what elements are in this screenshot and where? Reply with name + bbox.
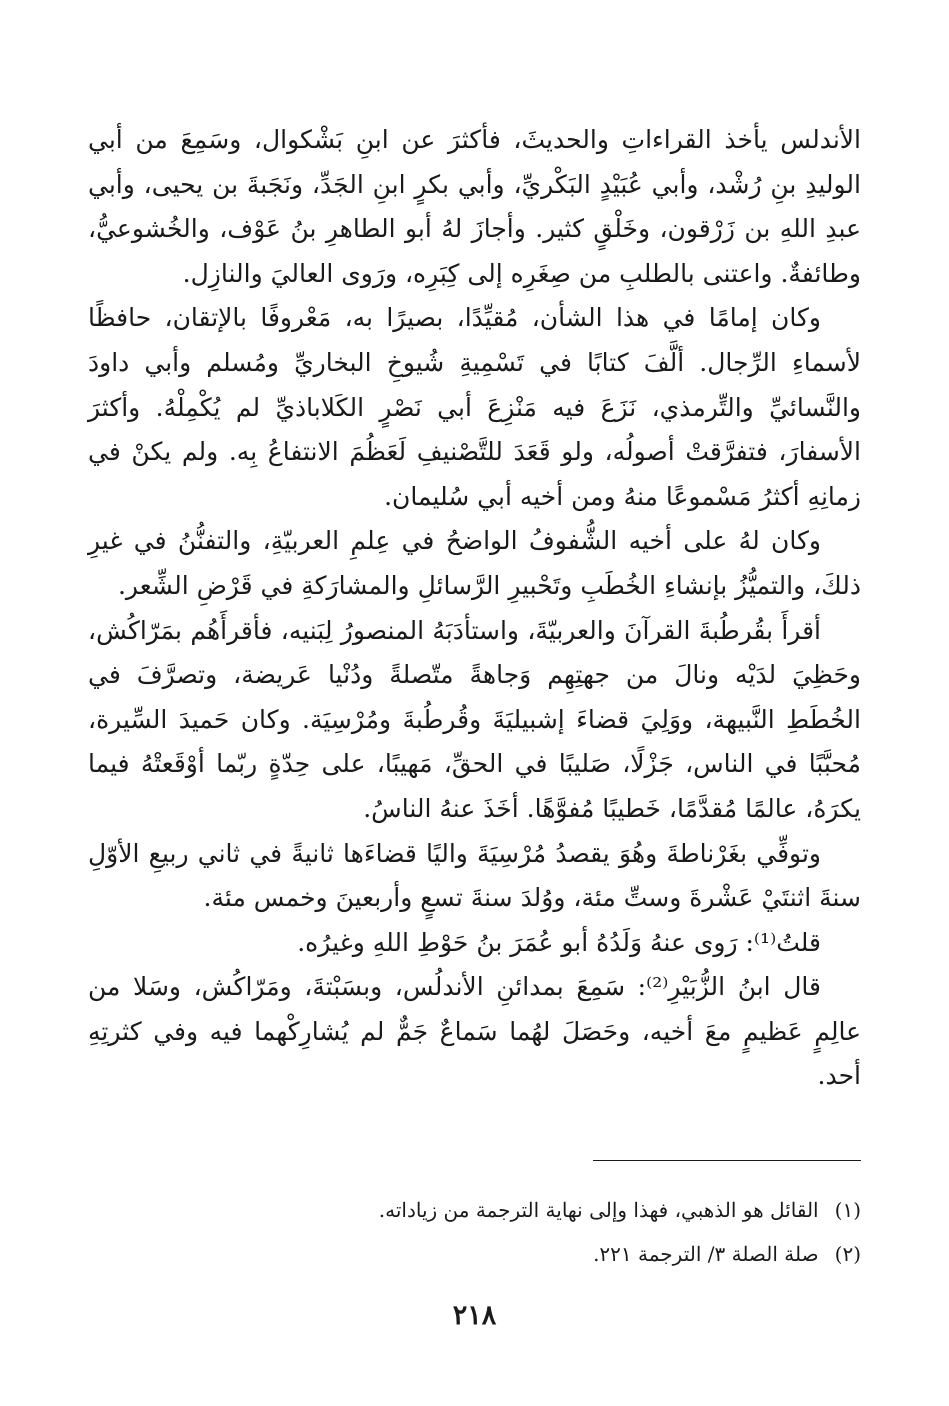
paragraph-1: الأندلس يأخذ القراءاتِ والحديثَ، فأكثرَ عن ابنِ بَشْكوال، وسَمِعَ من أبي الوليدِ بنِ رُشْد، وأبي عُبَيْدٍ البَكْريِّ، وأبي بكرٍ ابنِ الجَدِّ، ونَجَبةَ بن يحيى، وأبي عبدِ اللهِ بن زَرْقون، وخَلْقٍ كثير. وأجازَ لهُ أبو الطاهرِ بنُ عَوْف، والخُشوعيُّ، وطائفةٌ. واعتنى بالطلبِ من صِغَرِه إلى كِبَرِه، ورَوى العاليَ والنازِل. bbox=[88, 125, 861, 288]
paragraph-7: قال ابنُ الزُّبَيْرِ⁽²⁾: سَمِعَ بمدائنِ الأندلُس، وبسَبْتةَ، ومَرّاكُش، وسَلا من عالِمٍ عَظيمٍ معَ أخيه، وحَصَلَ لهُما سَماعٌ جَمٌّ لم يُشارِكْهما فيه وفي كثرتِهِ أحد. bbox=[88, 972, 861, 1091]
paragraph-6: قلتُ⁽¹⁾: رَوى عنهُ وَلَدُهُ أبو عُمَرَ بنُ حَوْطِ اللهِ وغيرُه. bbox=[297, 927, 821, 957]
footnote-2 bbox=[88, 1232, 861, 1276]
paragraph-3: وكان لهُ على أخيه الشُّفوفُ الواضحُ في عِلمِ العربيّةِ، والتفنُّنُ في غيرِ ذلكَ، والتميُّزُ بإنشاءِ الخُطَبِ وتَحْبيرِ الرَّسائلِ والمشارَكةِ في قَرْضِ الشِّعر. bbox=[88, 526, 861, 600]
main-text bbox=[88, 118, 861, 1099]
paragraph-4: أقرأَ بقُرطُبةَ القرآنَ والعربيّةَ، واستأدَبَهُ المنصورُ لِبَنيه، فأقرأَهُم بمَرّاكُش، وحَظِيَ لدَيْه ونالَ من جهتِهِم وَجاهةً متّصلةً ودُنْيا عَريضة، وتصرَّفَ في الخُطَطِ النَّبيهة، ووَلِيَ قضاءَ إشبيليَةَ وقُرطُبةَ ومُرْسِيَة. وكان حَميدَ السِّيرة، مُحبَّبًا في الناس، جَزْلًا، صَليبًا في الحقِّ، مَهيبًا، على حِدّةٍ ربّما أوْقَعتْهُ فيما يكرَهُ، عالمًا مُقدَّمًا، خَطيبًا مُفوَّهًا. أخَذَ عنهُ الناسُ. bbox=[88, 615, 861, 823]
page-number: ٢١٨ bbox=[452, 1300, 497, 1331]
footnote-2-number: (٢) bbox=[834, 1242, 861, 1266]
footnote-1 bbox=[88, 1188, 861, 1232]
footnote-divider bbox=[593, 1160, 861, 1161]
paragraph-5: وتوفِّي بغَرْناطةَ وهُوَ يقصدُ مُرْسِيَةَ واليًا قضاءَها ثانيةً في ثاني ربيعِ الأوّلِ سنةَ اثنتَيْ عَشْرةَ وستِّ مئة، ووُلدَ سنةَ تسعٍ وأربعينَ وخمس مئة. bbox=[88, 838, 861, 913]
paragraph-2: وكان إمامًا في هذا الشأن، مُقيِّدًا، بصيرًا به، مَعْروفًا بالإتقان، حافظًا لأسماءِ الرِّجال. ألَّفَ كتابًا في تَسْمِيةِ شُيوخِ البخاريِّ ومُسلم وأبي داودَ والنَّسائيِّ والتِّرمذي، نَزَعَ فيه مَنْزِعَ أبي نَصْرٍ الكَلاباذيِّ لم يُكْمِلْهُ. وأكثرَ الأسفارَ، فتفرَّقتْ أصولُه، ولو قَعَدَ للتَّصْنيفِ لَعَظُمَ الانتفاعُ بِه. ولم يكنْ في زمانِهِ أكثرُ مَسْموعًا منهُ ومن أخيه أبي سُليمان. bbox=[88, 303, 861, 511]
footnote-1-text: القائل هو الذهبي، فهذا وإلى نهاية الترجمة من زياداته. bbox=[378, 1198, 819, 1222]
footnote-1-number: (١) bbox=[834, 1198, 861, 1222]
footnote-2-text: صلة الصلة ٣/ الترجمة ٢٢١. bbox=[593, 1242, 819, 1266]
footnotes bbox=[88, 1188, 861, 1276]
